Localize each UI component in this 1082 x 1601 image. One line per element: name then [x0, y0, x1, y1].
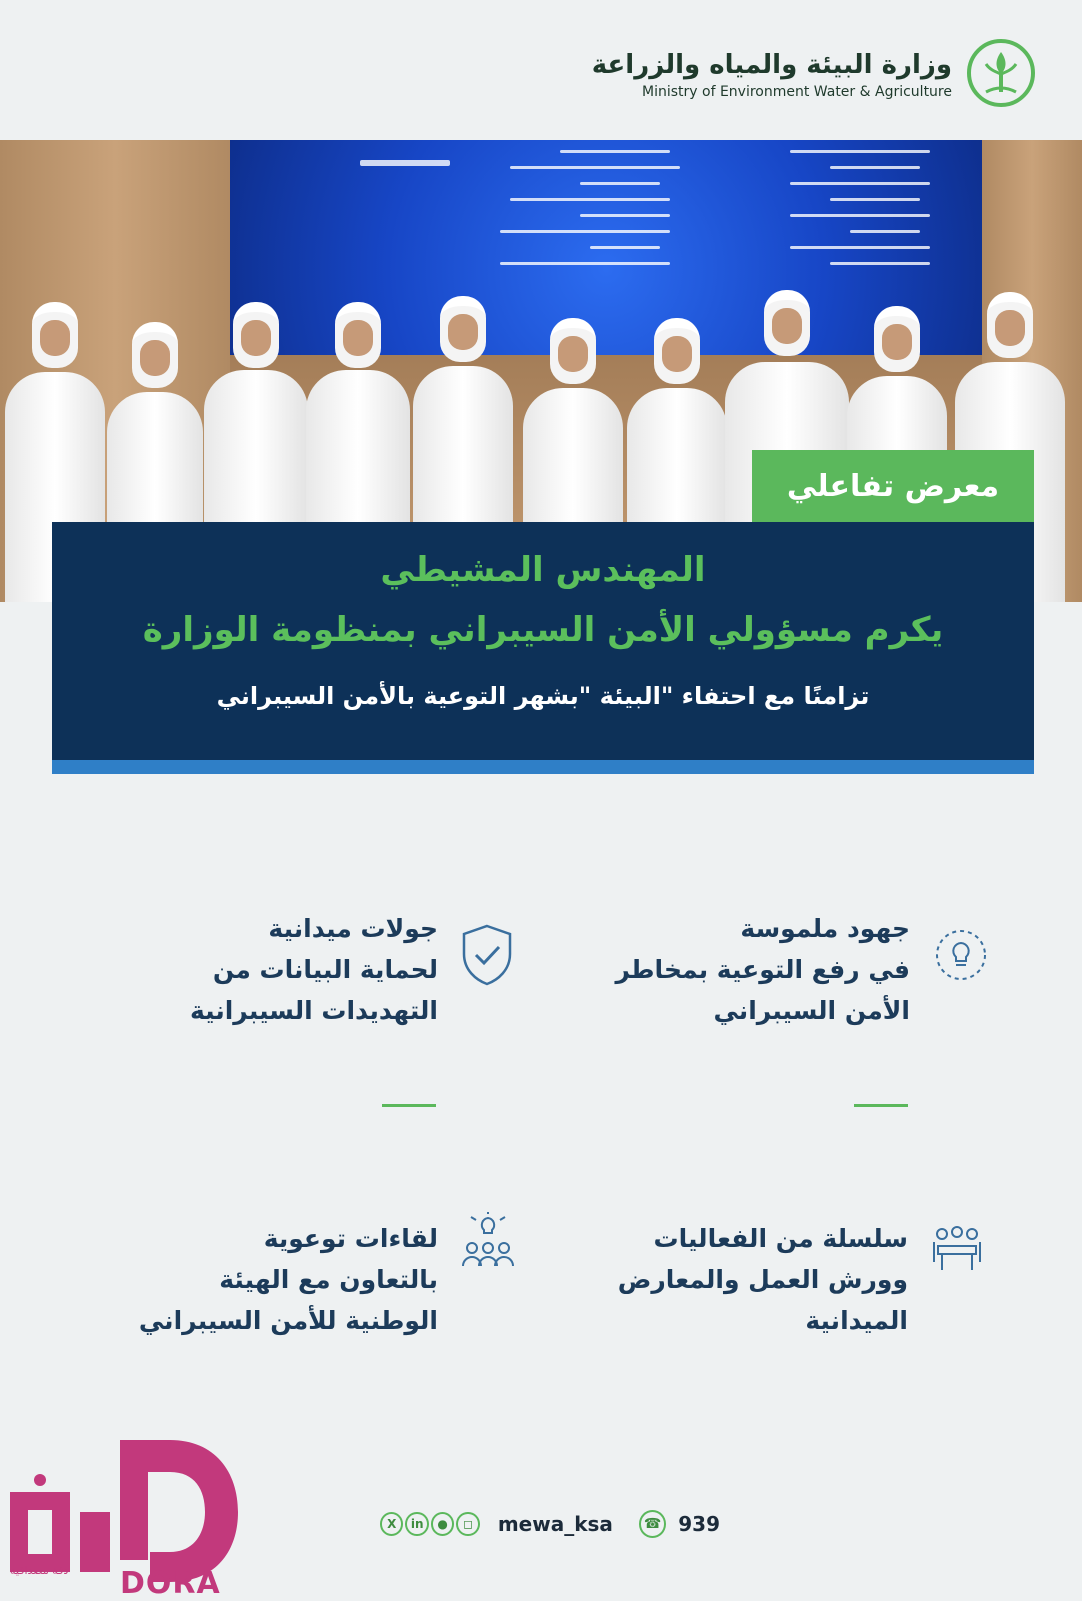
- x-icon[interactable]: X: [380, 1512, 403, 1536]
- social-handle[interactable]: mewa_ksa: [497, 1512, 613, 1536]
- instagram-icon[interactable]: ◻: [456, 1512, 479, 1536]
- feature-line: الوطنية للأمن السيبراني: [138, 1306, 438, 1335]
- feature-line: الأمن السيبراني: [713, 996, 910, 1025]
- team-idea-icon: [458, 1212, 518, 1274]
- title-accent-bar: [52, 760, 1034, 774]
- headline-line-1: المهندس المشيطي: [380, 550, 706, 590]
- headline-subtitle: تزامنًا مع احتفاء "البيئة "بشهر التوعية بالأمن السيبراني: [216, 682, 870, 710]
- watermark-tagline: دقة مصداقية: [10, 1564, 69, 1577]
- divider: [854, 1104, 908, 1107]
- ministry-logo-icon: [966, 38, 1036, 108]
- linkedin-icon[interactable]: in: [405, 1512, 428, 1536]
- feature-awareness-efforts: [590, 908, 910, 1031]
- feature-line: جولات ميدانية: [268, 914, 438, 943]
- feature-field-tours: [138, 908, 438, 1031]
- footer-contact: [380, 1500, 720, 1548]
- feature-line: جهود ملموسة: [740, 914, 910, 943]
- feature-line: وورش العمل والمعارض: [617, 1265, 908, 1294]
- feature-awareness-meetings: [118, 1218, 438, 1341]
- phone-number[interactable]: 939: [678, 1512, 720, 1536]
- ministry-name-en: Ministry of Environment Water & Agriculture: [642, 84, 952, 100]
- feature-line: لقاءات توعوية: [263, 1224, 438, 1253]
- header: [0, 0, 1082, 140]
- feature-line: سلسلة من الفعاليات: [653, 1224, 908, 1253]
- lightbulb-icon: [934, 928, 988, 982]
- meeting-icon: [930, 1224, 984, 1274]
- title-box: [52, 522, 1034, 760]
- feature-line: التهديدات السيبرانية: [189, 996, 438, 1025]
- headline-line-2: يكرم مسؤولي الأمن السيبراني بمنظومة الوزارة: [142, 610, 944, 650]
- feature-line: لحماية البيانات من: [212, 955, 438, 984]
- divider: [382, 1104, 436, 1107]
- feature-line: في رفع التوعية بمخاطر: [615, 955, 910, 984]
- snapchat-icon[interactable]: ●: [431, 1512, 454, 1536]
- phone-icon: ☎: [639, 1510, 666, 1538]
- ministry-name-ar: وزارة البيئة والمياه والزراعة: [591, 50, 952, 80]
- watermark-brand: DORA: [120, 1566, 221, 1601]
- shield-check-icon: [458, 922, 516, 988]
- feature-line: الميدانية: [805, 1306, 908, 1335]
- feature-line: بالتعاون مع الهيئة: [219, 1265, 438, 1294]
- feature-events-series: [588, 1218, 908, 1341]
- section-tag: معرض تفاعلي: [752, 450, 1034, 522]
